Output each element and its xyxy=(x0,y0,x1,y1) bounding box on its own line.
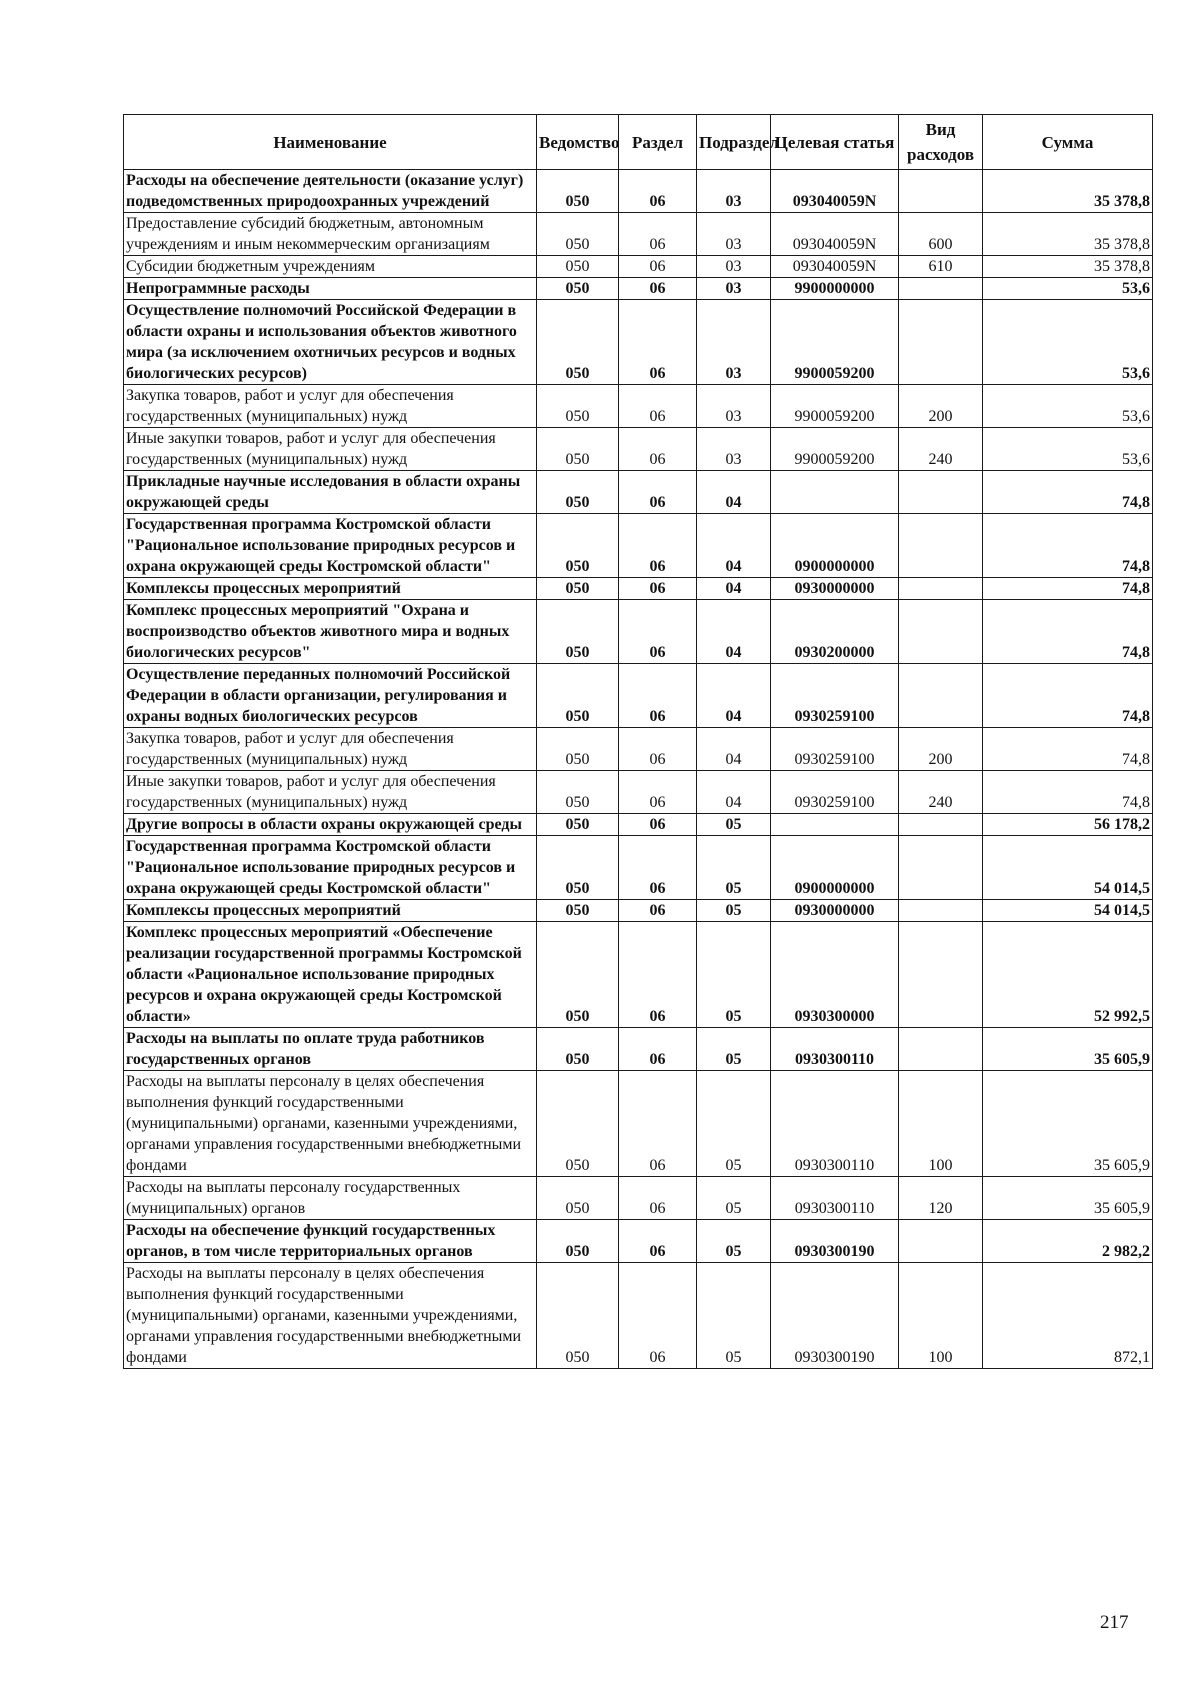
cell-razdel: 06 xyxy=(619,728,697,771)
cell-vid xyxy=(899,900,983,922)
cell-razdel: 06 xyxy=(619,385,697,428)
cell-tsel: 093040059N xyxy=(771,213,899,256)
cell-vid xyxy=(899,514,983,578)
cell-vid xyxy=(899,836,983,900)
cell-tsel: 093040059N xyxy=(771,170,899,213)
cell-ved: 050 xyxy=(537,771,619,814)
cell-tsel: 0930200000 xyxy=(771,600,899,664)
cell-vid: 200 xyxy=(899,728,983,771)
cell-podrazdel: 03 xyxy=(697,300,771,385)
table-body xyxy=(124,170,1153,1369)
cell-tsel: 0930300110 xyxy=(771,1177,899,1220)
cell-tsel: 0930300000 xyxy=(771,922,899,1028)
cell-summa: 74,8 xyxy=(983,771,1153,814)
cell-name: Расходы на обеспечение деятельности (оказание услуг) подведомственных природоохранных учреждений xyxy=(124,170,537,213)
cell-summa: 74,8 xyxy=(983,728,1153,771)
cell-vid xyxy=(899,600,983,664)
cell-podrazdel: 05 xyxy=(697,1028,771,1071)
cell-podrazdel: 04 xyxy=(697,728,771,771)
cell-razdel: 06 xyxy=(619,1177,697,1220)
cell-vid xyxy=(899,170,983,213)
cell-summa: 872,1 xyxy=(983,1263,1153,1369)
cell-tsel: 0900000000 xyxy=(771,514,899,578)
cell-podrazdel: 03 xyxy=(697,278,771,300)
cell-ved: 050 xyxy=(537,300,619,385)
cell-summa: 53,6 xyxy=(983,278,1153,300)
cell-razdel: 06 xyxy=(619,256,697,278)
cell-name: Непрограммные расходы xyxy=(124,278,537,300)
cell-vid: 240 xyxy=(899,771,983,814)
cell-summa: 53,6 xyxy=(983,385,1153,428)
cell-summa: 56 178,2 xyxy=(983,814,1153,836)
cell-summa: 52 992,5 xyxy=(983,922,1153,1028)
cell-ved: 050 xyxy=(537,836,619,900)
cell-name: Комплекс процессных мероприятий «Обеспечение реализации государственной программы Костромской области «Рациональное использование природных ресурсов и охрана окружающей среды Костромской области» xyxy=(124,922,537,1028)
header-razdel: Раздел xyxy=(619,115,697,170)
table-row xyxy=(124,256,1153,278)
cell-summa: 74,8 xyxy=(983,600,1153,664)
cell-name: Осуществление полномочий Российской Федерации в области охраны и использования объектов животного мира (за исключением охотничьих ресурсов и водных биологических ресурсов) xyxy=(124,300,537,385)
cell-summa: 35 605,9 xyxy=(983,1028,1153,1071)
cell-podrazdel: 05 xyxy=(697,836,771,900)
cell-podrazdel: 04 xyxy=(697,578,771,600)
table-row xyxy=(124,471,1153,514)
cell-name: Расходы на выплаты персоналу в целях обеспечения выполнения функций государственными (муниципальными) органами, казенными учреждениями, органами управления государственными внебюджетными фондами xyxy=(124,1263,537,1369)
table-row xyxy=(124,728,1153,771)
cell-vid xyxy=(899,814,983,836)
cell-razdel: 06 xyxy=(619,900,697,922)
table-row xyxy=(124,300,1153,385)
cell-name: Комплексы процессных мероприятий xyxy=(124,578,537,600)
cell-vid xyxy=(899,1220,983,1263)
header-summa: Сумма xyxy=(983,115,1153,170)
cell-tsel: 0930000000 xyxy=(771,578,899,600)
cell-podrazdel: 03 xyxy=(697,385,771,428)
cell-podrazdel: 04 xyxy=(697,600,771,664)
table-row xyxy=(124,170,1153,213)
cell-podrazdel: 05 xyxy=(697,1071,771,1177)
cell-summa: 53,6 xyxy=(983,300,1153,385)
cell-vid: 120 xyxy=(899,1177,983,1220)
table-row xyxy=(124,578,1153,600)
cell-tsel: 0930300110 xyxy=(771,1028,899,1071)
cell-name: Субсидии бюджетным учреждениям xyxy=(124,256,537,278)
cell-ved: 050 xyxy=(537,514,619,578)
page-number: 217 xyxy=(1100,1612,1129,1633)
cell-razdel: 06 xyxy=(619,600,697,664)
cell-ved: 050 xyxy=(537,278,619,300)
cell-ved: 050 xyxy=(537,428,619,471)
cell-tsel: 0900000000 xyxy=(771,836,899,900)
table-row xyxy=(124,514,1153,578)
cell-summa: 2 982,2 xyxy=(983,1220,1153,1263)
cell-name: Государственная программа Костромской области "Рациональное использование природных ресурсов и охрана окружающей среды Костромской области" xyxy=(124,836,537,900)
cell-ved: 050 xyxy=(537,1071,619,1177)
cell-podrazdel: 05 xyxy=(697,1263,771,1369)
cell-razdel: 06 xyxy=(619,922,697,1028)
cell-tsel xyxy=(771,471,899,514)
cell-vid: 100 xyxy=(899,1071,983,1177)
table-row xyxy=(124,213,1153,256)
cell-name: Комплекс процессных мероприятий "Охрана и воспроизводство объектов животного мира и водных биологических ресурсов" xyxy=(124,600,537,664)
table-row xyxy=(124,1028,1153,1071)
cell-vid xyxy=(899,300,983,385)
cell-vid xyxy=(899,578,983,600)
cell-vid xyxy=(899,471,983,514)
cell-tsel: 0930300110 xyxy=(771,1071,899,1177)
cell-razdel: 06 xyxy=(619,578,697,600)
cell-ved: 050 xyxy=(537,728,619,771)
cell-razdel: 06 xyxy=(619,1220,697,1263)
cell-ved: 050 xyxy=(537,385,619,428)
cell-tsel: 9900059200 xyxy=(771,385,899,428)
cell-ved: 050 xyxy=(537,471,619,514)
cell-summa: 53,6 xyxy=(983,428,1153,471)
cell-name: Государственная программа Костромской области "Рациональное использование природных ресурсов и охрана окружающей среды Костромской области" xyxy=(124,514,537,578)
cell-podrazdel: 05 xyxy=(697,1177,771,1220)
cell-ved: 050 xyxy=(537,814,619,836)
cell-vid: 200 xyxy=(899,385,983,428)
cell-razdel: 06 xyxy=(619,664,697,728)
table-row xyxy=(124,600,1153,664)
table-row xyxy=(124,1220,1153,1263)
header-ved: Ведомство xyxy=(537,115,619,170)
cell-ved: 050 xyxy=(537,578,619,600)
table-row xyxy=(124,814,1153,836)
table-header-row xyxy=(124,115,1153,170)
cell-razdel: 06 xyxy=(619,771,697,814)
cell-summa: 35 378,8 xyxy=(983,170,1153,213)
cell-ved: 050 xyxy=(537,1028,619,1071)
cell-name: Предоставление субсидий бюджетным, автономным учреждениям и иным некоммерческим организациям xyxy=(124,213,537,256)
cell-podrazdel: 03 xyxy=(697,256,771,278)
cell-razdel: 06 xyxy=(619,1071,697,1177)
cell-tsel: 0930259100 xyxy=(771,664,899,728)
cell-razdel: 06 xyxy=(619,428,697,471)
cell-ved: 050 xyxy=(537,1263,619,1369)
cell-ved: 050 xyxy=(537,256,619,278)
header-podrazdel: Подраздел xyxy=(697,115,771,170)
cell-tsel: 093040059N xyxy=(771,256,899,278)
cell-vid: 610 xyxy=(899,256,983,278)
cell-name: Другие вопросы в области охраны окружающей среды xyxy=(124,814,537,836)
cell-tsel: 0930259100 xyxy=(771,728,899,771)
table-row xyxy=(124,428,1153,471)
cell-podrazdel: 05 xyxy=(697,900,771,922)
cell-ved: 050 xyxy=(537,900,619,922)
cell-podrazdel: 03 xyxy=(697,213,771,256)
table-row xyxy=(124,385,1153,428)
cell-tsel: 0930259100 xyxy=(771,771,899,814)
cell-razdel: 06 xyxy=(619,170,697,213)
cell-vid xyxy=(899,278,983,300)
cell-tsel: 0930000000 xyxy=(771,900,899,922)
cell-summa: 35 605,9 xyxy=(983,1071,1153,1177)
cell-summa: 35 378,8 xyxy=(983,213,1153,256)
cell-name: Расходы на выплаты персоналу в целях обеспечения выполнения функций государственными (муниципальными) органами, казенными учреждениями, органами управления государственными внебюджетными фондами xyxy=(124,1071,537,1177)
cell-razdel: 06 xyxy=(619,836,697,900)
cell-razdel: 06 xyxy=(619,1263,697,1369)
cell-podrazdel: 05 xyxy=(697,814,771,836)
cell-razdel: 06 xyxy=(619,471,697,514)
cell-tsel: 9900059200 xyxy=(771,300,899,385)
cell-name: Закупка товаров, работ и услуг для обеспечения государственных (муниципальных) нужд xyxy=(124,728,537,771)
table-row xyxy=(124,771,1153,814)
header-tsel: Целевая статья xyxy=(771,115,899,170)
cell-ved: 050 xyxy=(537,600,619,664)
cell-name: Иные закупки товаров, работ и услуг для обеспечения государственных (муниципальных) нужд xyxy=(124,428,537,471)
cell-name: Расходы на обеспечение функций государственных органов, в том числе территориальных органов xyxy=(124,1220,537,1263)
cell-vid: 240 xyxy=(899,428,983,471)
cell-razdel: 06 xyxy=(619,278,697,300)
budget-table xyxy=(123,114,1153,1369)
cell-razdel: 06 xyxy=(619,1028,697,1071)
cell-summa: 74,8 xyxy=(983,514,1153,578)
header-name: Наименование xyxy=(124,115,537,170)
cell-tsel: 0930300190 xyxy=(771,1220,899,1263)
cell-podrazdel: 04 xyxy=(697,471,771,514)
cell-tsel: 9900059200 xyxy=(771,428,899,471)
cell-summa: 35 378,8 xyxy=(983,256,1153,278)
cell-ved: 050 xyxy=(537,213,619,256)
cell-razdel: 06 xyxy=(619,514,697,578)
cell-summa: 74,8 xyxy=(983,471,1153,514)
cell-tsel: 9900000000 xyxy=(771,278,899,300)
cell-summa: 54 014,5 xyxy=(983,836,1153,900)
cell-ved: 050 xyxy=(537,664,619,728)
cell-tsel xyxy=(771,814,899,836)
cell-podrazdel: 05 xyxy=(697,922,771,1028)
cell-vid: 600 xyxy=(899,213,983,256)
cell-summa: 35 605,9 xyxy=(983,1177,1153,1220)
cell-razdel: 06 xyxy=(619,213,697,256)
cell-ved: 050 xyxy=(537,1220,619,1263)
table-row xyxy=(124,278,1153,300)
cell-summa: 54 014,5 xyxy=(983,900,1153,922)
cell-vid xyxy=(899,1028,983,1071)
cell-name: Прикладные научные исследования в области охраны окружающей среды xyxy=(124,471,537,514)
cell-podrazdel: 03 xyxy=(697,428,771,471)
cell-ved: 050 xyxy=(537,1177,619,1220)
cell-ved: 050 xyxy=(537,170,619,213)
cell-name: Расходы на выплаты персоналу государственных (муниципальных) органов xyxy=(124,1177,537,1220)
cell-summa: 74,8 xyxy=(983,664,1153,728)
cell-summa: 74,8 xyxy=(983,578,1153,600)
cell-name: Закупка товаров, работ и услуг для обеспечения государственных (муниципальных) нужд xyxy=(124,385,537,428)
table-row xyxy=(124,1177,1153,1220)
cell-tsel: 0930300190 xyxy=(771,1263,899,1369)
cell-vid xyxy=(899,922,983,1028)
cell-vid xyxy=(899,664,983,728)
cell-razdel: 06 xyxy=(619,814,697,836)
table-row xyxy=(124,1263,1153,1369)
table-row xyxy=(124,900,1153,922)
cell-ved: 050 xyxy=(537,922,619,1028)
table-row xyxy=(124,836,1153,900)
cell-podrazdel: 03 xyxy=(697,170,771,213)
cell-vid: 100 xyxy=(899,1263,983,1369)
cell-name: Иные закупки товаров, работ и услуг для обеспечения государственных (муниципальных) нужд xyxy=(124,771,537,814)
cell-name: Расходы на выплаты по оплате труда работников государственных органов xyxy=(124,1028,537,1071)
cell-razdel: 06 xyxy=(619,300,697,385)
table-row xyxy=(124,1071,1153,1177)
table-row xyxy=(124,922,1153,1028)
header-vid: Вид расходов xyxy=(899,115,983,170)
cell-podrazdel: 04 xyxy=(697,664,771,728)
cell-podrazdel: 04 xyxy=(697,771,771,814)
cell-podrazdel: 05 xyxy=(697,1220,771,1263)
cell-name: Осуществление переданных полномочий Российской Федерации в области организации, регулирования и охраны водных биологических ресурсов xyxy=(124,664,537,728)
table-row xyxy=(124,664,1153,728)
cell-name: Комплексы процессных мероприятий xyxy=(124,900,537,922)
cell-podrazdel: 04 xyxy=(697,514,771,578)
